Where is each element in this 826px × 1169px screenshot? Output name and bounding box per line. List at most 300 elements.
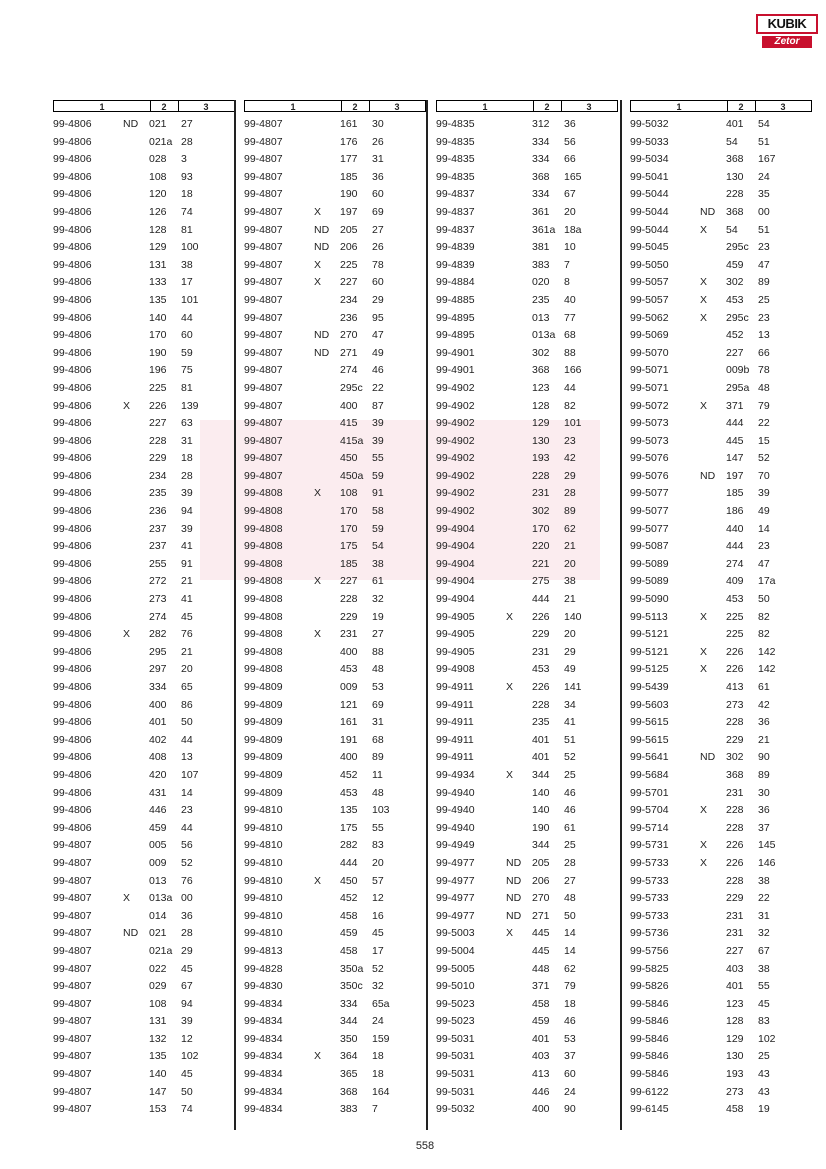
ref-code: 401 xyxy=(726,118,744,130)
ref-page: 30 xyxy=(758,786,770,799)
part-number: 99-4908 xyxy=(436,663,475,676)
table-row xyxy=(436,521,618,539)
flag: X xyxy=(700,645,708,658)
ref-code: 364 xyxy=(340,1050,358,1063)
ref-page: 89 xyxy=(564,505,576,518)
table-row xyxy=(630,204,812,222)
ref-code: 415a xyxy=(340,434,364,447)
table-row xyxy=(244,609,426,627)
ref-code: 350a xyxy=(340,962,364,975)
ref-code: 225 xyxy=(726,610,744,623)
part-number: 99-4807 xyxy=(53,909,92,922)
table-row xyxy=(630,943,812,961)
ref-page: 107 xyxy=(181,768,199,781)
logo-zetor: Zetor xyxy=(762,36,812,48)
table-row xyxy=(436,732,618,750)
part-number: 99-4904 xyxy=(436,557,475,570)
ref-code: 228 xyxy=(532,698,550,711)
table-row xyxy=(53,204,235,222)
ref-page: 53 xyxy=(372,681,384,693)
flag: X xyxy=(700,610,708,623)
table-row xyxy=(244,468,426,486)
table-row xyxy=(436,186,618,204)
table-row xyxy=(436,1101,618,1119)
ref-page: 20 xyxy=(372,856,384,869)
ref-code: 177 xyxy=(340,153,358,166)
table-row xyxy=(53,274,235,292)
ref-code: 274 xyxy=(726,557,744,570)
ref-code: 186 xyxy=(726,505,744,518)
header-cell: 3 xyxy=(780,102,786,112)
table-row xyxy=(630,310,812,328)
ref-page: 21 xyxy=(564,540,576,553)
ref-code: 013 xyxy=(532,311,550,324)
table-row xyxy=(53,697,235,715)
table-row xyxy=(244,626,426,644)
table-row xyxy=(630,450,812,468)
ref-page: 78 xyxy=(758,364,770,377)
flag: X xyxy=(700,276,708,289)
ref-page: 142 xyxy=(758,663,776,676)
table-row xyxy=(630,521,812,539)
ref-code: 368 xyxy=(532,170,550,183)
ref-code: 228 xyxy=(532,469,550,482)
part-number: 99-4808 xyxy=(244,487,283,500)
part-number: 99-5044 xyxy=(630,223,669,236)
part-number: 99-5034 xyxy=(630,153,669,166)
table-row xyxy=(244,433,426,451)
part-number: 99-5641 xyxy=(630,751,669,764)
column-header xyxy=(244,100,426,112)
flag: X xyxy=(314,874,322,887)
part-number: 99-4807 xyxy=(244,188,283,201)
ref-page: 61 xyxy=(758,681,770,693)
table-row xyxy=(630,978,812,996)
ref-page: 23 xyxy=(564,434,576,447)
part-number: 99-5070 xyxy=(630,346,669,359)
ref-page: 39 xyxy=(181,1015,193,1028)
part-number: 99-5071 xyxy=(630,381,669,394)
table-row xyxy=(244,116,426,134)
part-number: 99-4885 xyxy=(436,293,475,306)
ref-page: 66 xyxy=(758,346,770,359)
header-cell: 2 xyxy=(533,101,562,111)
ref-page: 82 xyxy=(758,628,770,641)
ref-code: 220 xyxy=(532,540,550,553)
part-number: 99-5062 xyxy=(630,311,669,324)
part-number: 99-5044 xyxy=(630,188,669,201)
part-number: 99-4807 xyxy=(53,1068,92,1081)
ref-page: 68 xyxy=(564,329,576,342)
part-number: 99-4807 xyxy=(244,346,283,359)
ref-code: 459 xyxy=(340,927,358,940)
ref-code: 205 xyxy=(340,223,358,236)
ref-page: 35 xyxy=(758,188,770,201)
header-cell: 3 xyxy=(394,102,400,112)
table-row xyxy=(436,749,618,767)
part-number: 99-4807 xyxy=(244,153,283,166)
flag: X xyxy=(506,681,514,693)
part-number: 99-4834 xyxy=(244,1032,283,1045)
part-number: 99-4807 xyxy=(53,892,92,905)
part-number: 99-4902 xyxy=(436,505,475,518)
part-number: 99-5077 xyxy=(630,522,669,535)
ref-code: 236 xyxy=(340,311,358,324)
ref-page: 55 xyxy=(372,452,384,465)
ref-code: 270 xyxy=(340,329,358,342)
header-cell: 1 xyxy=(437,101,534,111)
ref-code: 302 xyxy=(726,751,744,764)
part-number: 99-4834 xyxy=(244,1015,283,1028)
part-number: 99-5069 xyxy=(630,329,669,342)
ref-code: 231 xyxy=(726,786,744,799)
ref-page: 36 xyxy=(564,118,576,130)
ref-code: 028 xyxy=(149,153,167,166)
part-number: 99-5615 xyxy=(630,733,669,746)
part-number: 99-5023 xyxy=(436,997,475,1010)
table-row xyxy=(53,591,235,609)
ref-code: 140 xyxy=(532,786,550,799)
ref-code: 440 xyxy=(726,522,744,535)
table-row xyxy=(53,380,235,398)
part-number: 99-4834 xyxy=(244,1068,283,1081)
ref-code: 361 xyxy=(532,205,550,218)
ref-code: 128 xyxy=(532,399,550,412)
table-row xyxy=(630,996,812,1014)
part-number: 99-6145 xyxy=(630,1103,669,1116)
table-row xyxy=(436,697,618,715)
ref-code: 140 xyxy=(149,1068,167,1081)
ref-code: 231 xyxy=(726,927,744,940)
ref-code: 402 xyxy=(149,733,167,746)
ref-code: 302 xyxy=(726,276,744,289)
part-number: 99-4806 xyxy=(53,417,92,430)
ref-page: 3 xyxy=(181,153,187,166)
ref-page: 86 xyxy=(181,698,193,711)
ref-page: 27 xyxy=(372,223,384,236)
table-row xyxy=(630,591,812,609)
part-number: 99-4807 xyxy=(244,276,283,289)
ref-code: 445 xyxy=(532,944,550,957)
table-row xyxy=(244,345,426,363)
ref-page: 54 xyxy=(372,540,384,553)
ref-page: 67 xyxy=(181,980,193,993)
table-row xyxy=(630,468,812,486)
ref-page: 52 xyxy=(181,856,193,869)
table-row xyxy=(244,820,426,838)
ref-page: 89 xyxy=(372,751,384,764)
ref-code: 450 xyxy=(340,452,358,465)
table-row xyxy=(630,661,812,679)
table-row xyxy=(436,1013,618,1031)
table-row xyxy=(630,644,812,662)
ref-page: 00 xyxy=(758,205,770,218)
ref-page: 44 xyxy=(181,821,193,834)
ref-code: 129 xyxy=(532,417,550,430)
ref-page: 25 xyxy=(758,1050,770,1063)
ref-page: 46 xyxy=(372,364,384,377)
part-number: 99-4904 xyxy=(436,593,475,606)
ref-page: 31 xyxy=(372,153,384,166)
part-number: 99-4806 xyxy=(53,505,92,518)
table-row xyxy=(244,732,426,750)
ref-page: 88 xyxy=(372,645,384,658)
part-number: 99-4806 xyxy=(53,645,92,658)
flag: X xyxy=(123,628,131,641)
table-row xyxy=(244,310,426,328)
table-row xyxy=(630,222,812,240)
ref-page: 48 xyxy=(372,786,384,799)
part-number: 99-4834 xyxy=(244,997,283,1010)
ref-code: 133 xyxy=(149,276,167,289)
table-row xyxy=(244,556,426,574)
ref-code: 295 xyxy=(149,645,167,658)
table-row xyxy=(53,450,235,468)
table-row xyxy=(244,134,426,152)
part-number: 99-4808 xyxy=(244,610,283,623)
table-row xyxy=(244,1031,426,1049)
part-number: 99-5825 xyxy=(630,962,669,975)
ref-page: 14 xyxy=(181,786,193,799)
table-row xyxy=(53,802,235,820)
ref-page: 29 xyxy=(181,944,193,957)
ref-page: 67 xyxy=(564,188,576,201)
part-number: 99-5733 xyxy=(630,909,669,922)
part-number: 99-4806 xyxy=(53,663,92,676)
part-number: 99-5076 xyxy=(630,469,669,482)
ref-page: 74 xyxy=(181,1103,193,1116)
table-row xyxy=(436,785,618,803)
flag: X xyxy=(700,293,708,306)
table-row xyxy=(244,1084,426,1102)
ref-page: 31 xyxy=(372,716,384,729)
ref-code: 446 xyxy=(149,804,167,817)
part-number: 99-5031 xyxy=(436,1050,475,1063)
ref-code: 190 xyxy=(532,821,550,834)
ref-code: 371 xyxy=(726,399,744,412)
ref-page: 77 xyxy=(564,311,576,324)
ref-code: 453 xyxy=(340,663,358,676)
table-row xyxy=(436,222,618,240)
ref-page: 55 xyxy=(758,980,770,993)
ref-page: 46 xyxy=(564,786,576,799)
part-number: 99-4911 xyxy=(436,751,474,764)
ref-page: 29 xyxy=(564,469,576,482)
ref-code: 231 xyxy=(532,645,550,658)
flag: X xyxy=(700,804,708,817)
ref-code: 170 xyxy=(149,329,167,342)
flag: X xyxy=(700,663,708,676)
ref-page: 82 xyxy=(564,399,576,412)
part-number: 99-4806 xyxy=(53,751,92,764)
ref-page: 146 xyxy=(758,856,776,869)
table-row xyxy=(53,1066,235,1084)
part-number: 99-4806 xyxy=(53,452,92,465)
ref-code: 185 xyxy=(726,487,744,500)
part-number: 99-4806 xyxy=(53,469,92,482)
part-number: 99-5073 xyxy=(630,417,669,430)
ref-code: 135 xyxy=(149,293,167,306)
table-row xyxy=(53,767,235,785)
table-row xyxy=(436,538,618,556)
part-number: 99-4807 xyxy=(244,135,283,148)
ref-code: 237 xyxy=(149,540,167,553)
ref-code: 409 xyxy=(726,575,744,588)
ref-page: 36 xyxy=(181,909,193,922)
ref-page: 19 xyxy=(758,1103,770,1116)
part-number: 99-4807 xyxy=(53,944,92,957)
flag: X xyxy=(700,856,708,869)
part-number: 99-4806 xyxy=(53,681,92,693)
table-row xyxy=(630,1084,812,1102)
ref-page: 140 xyxy=(564,610,582,623)
part-number: 99-4905 xyxy=(436,628,475,641)
ref-code: 334 xyxy=(340,997,358,1010)
table-row xyxy=(436,116,618,134)
table-row xyxy=(53,1101,235,1119)
ref-code: 452 xyxy=(340,892,358,905)
ref-code: 196 xyxy=(149,364,167,377)
ref-page: 53 xyxy=(564,1032,576,1045)
part-number: 99-4806 xyxy=(53,593,92,606)
ref-code: 334 xyxy=(532,135,550,148)
part-number: 99-4807 xyxy=(53,1085,92,1098)
ref-code: 236 xyxy=(149,505,167,518)
ref-page: 102 xyxy=(758,1032,776,1045)
ref-page: 87 xyxy=(372,399,384,412)
ref-page: 54 xyxy=(758,118,770,130)
part-number: 99-5032 xyxy=(436,1103,475,1116)
ref-code: 275 xyxy=(532,575,550,588)
ref-code: 225 xyxy=(340,258,358,271)
ref-code: 140 xyxy=(149,311,167,324)
table-row xyxy=(244,996,426,1014)
part-number: 99-4895 xyxy=(436,329,475,342)
ref-page: 81 xyxy=(181,223,193,236)
table-row xyxy=(244,978,426,996)
ref-page: 28 xyxy=(181,135,193,148)
table-row xyxy=(630,626,812,644)
ref-code: 415 xyxy=(340,417,358,430)
flag: X xyxy=(506,927,514,940)
ref-page: 37 xyxy=(564,1050,576,1063)
part-number: 99-4977 xyxy=(436,892,475,905)
part-number: 99-5121 xyxy=(630,645,669,658)
ref-page: 101 xyxy=(181,293,199,306)
ref-page: 159 xyxy=(372,1032,390,1045)
logo-kubik: KUBIK xyxy=(756,14,818,34)
part-number: 99-4911 xyxy=(436,698,474,711)
part-number: 99-4977 xyxy=(436,874,475,887)
part-number: 99-4835 xyxy=(436,153,475,166)
ref-code: 229 xyxy=(726,892,744,905)
table-row xyxy=(630,732,812,750)
ref-page: 62 xyxy=(564,962,576,975)
part-number: 99-4807 xyxy=(53,839,92,852)
table-row xyxy=(630,239,812,257)
ref-code: 334 xyxy=(149,681,167,693)
column-divider xyxy=(426,100,428,1130)
ref-code: 228 xyxy=(726,804,744,817)
ref-code: 123 xyxy=(726,997,744,1010)
table-row xyxy=(53,943,235,961)
table-row xyxy=(436,327,618,345)
table-row xyxy=(630,556,812,574)
table-row xyxy=(244,450,426,468)
part-number: 99-4911 xyxy=(436,681,474,693)
ref-page: 34 xyxy=(564,698,576,711)
table-row xyxy=(436,890,618,908)
part-number: 99-4807 xyxy=(244,329,283,342)
ref-page: 28 xyxy=(181,469,193,482)
part-number: 99-4809 xyxy=(244,698,283,711)
ref-code: 444 xyxy=(532,593,550,606)
table-row xyxy=(436,362,618,380)
table-row xyxy=(630,873,812,891)
table-row xyxy=(53,222,235,240)
ref-page: 79 xyxy=(564,980,576,993)
ref-code: 229 xyxy=(149,452,167,465)
ref-page: 45 xyxy=(758,997,770,1010)
table-row xyxy=(630,714,812,732)
part-number: 99-5073 xyxy=(630,434,669,447)
table-row xyxy=(436,485,618,503)
part-number: 99-5701 xyxy=(630,786,669,799)
part-number: 99-5439 xyxy=(630,681,669,693)
part-number: 99-4806 xyxy=(53,329,92,342)
column-header xyxy=(53,100,235,112)
ref-code: 135 xyxy=(149,1050,167,1063)
ref-code: 458 xyxy=(532,997,550,1010)
flag: ND xyxy=(700,751,716,764)
table-row xyxy=(630,398,812,416)
part-number: 99-4807 xyxy=(244,170,283,183)
ref-code: 185 xyxy=(340,170,358,183)
ref-page: 145 xyxy=(758,839,776,852)
table-row xyxy=(53,239,235,257)
table-row xyxy=(630,1048,812,1066)
ref-page: 39 xyxy=(372,417,384,430)
part-number: 99-4810 xyxy=(244,892,283,905)
part-number: 99-4806 xyxy=(53,522,92,535)
part-number: 99-5077 xyxy=(630,487,669,500)
ref-page: 18 xyxy=(372,1068,384,1081)
part-number: 99-4807 xyxy=(53,856,92,869)
table-row xyxy=(53,609,235,627)
ref-page: 25 xyxy=(564,839,576,852)
ref-code: 408 xyxy=(149,751,167,764)
table-row xyxy=(53,556,235,574)
header-cell: 2 xyxy=(150,101,179,111)
ref-page: 14 xyxy=(758,522,770,535)
table-row xyxy=(53,1084,235,1102)
ref-page: 91 xyxy=(372,487,384,500)
ref-page: 48 xyxy=(564,892,576,905)
part-number: 99-4809 xyxy=(244,786,283,799)
table-row xyxy=(53,873,235,891)
flag: ND xyxy=(314,346,330,359)
table-row xyxy=(244,961,426,979)
ref-code: 132 xyxy=(149,1032,167,1045)
ref-code: 235 xyxy=(532,716,550,729)
ref-code: 131 xyxy=(149,258,167,271)
ref-code: 129 xyxy=(149,241,167,254)
table-row xyxy=(244,186,426,204)
ref-code: 108 xyxy=(149,997,167,1010)
part-number: 99-4810 xyxy=(244,909,283,922)
ref-code: 350c xyxy=(340,980,363,993)
part-number: 99-5057 xyxy=(630,276,669,289)
